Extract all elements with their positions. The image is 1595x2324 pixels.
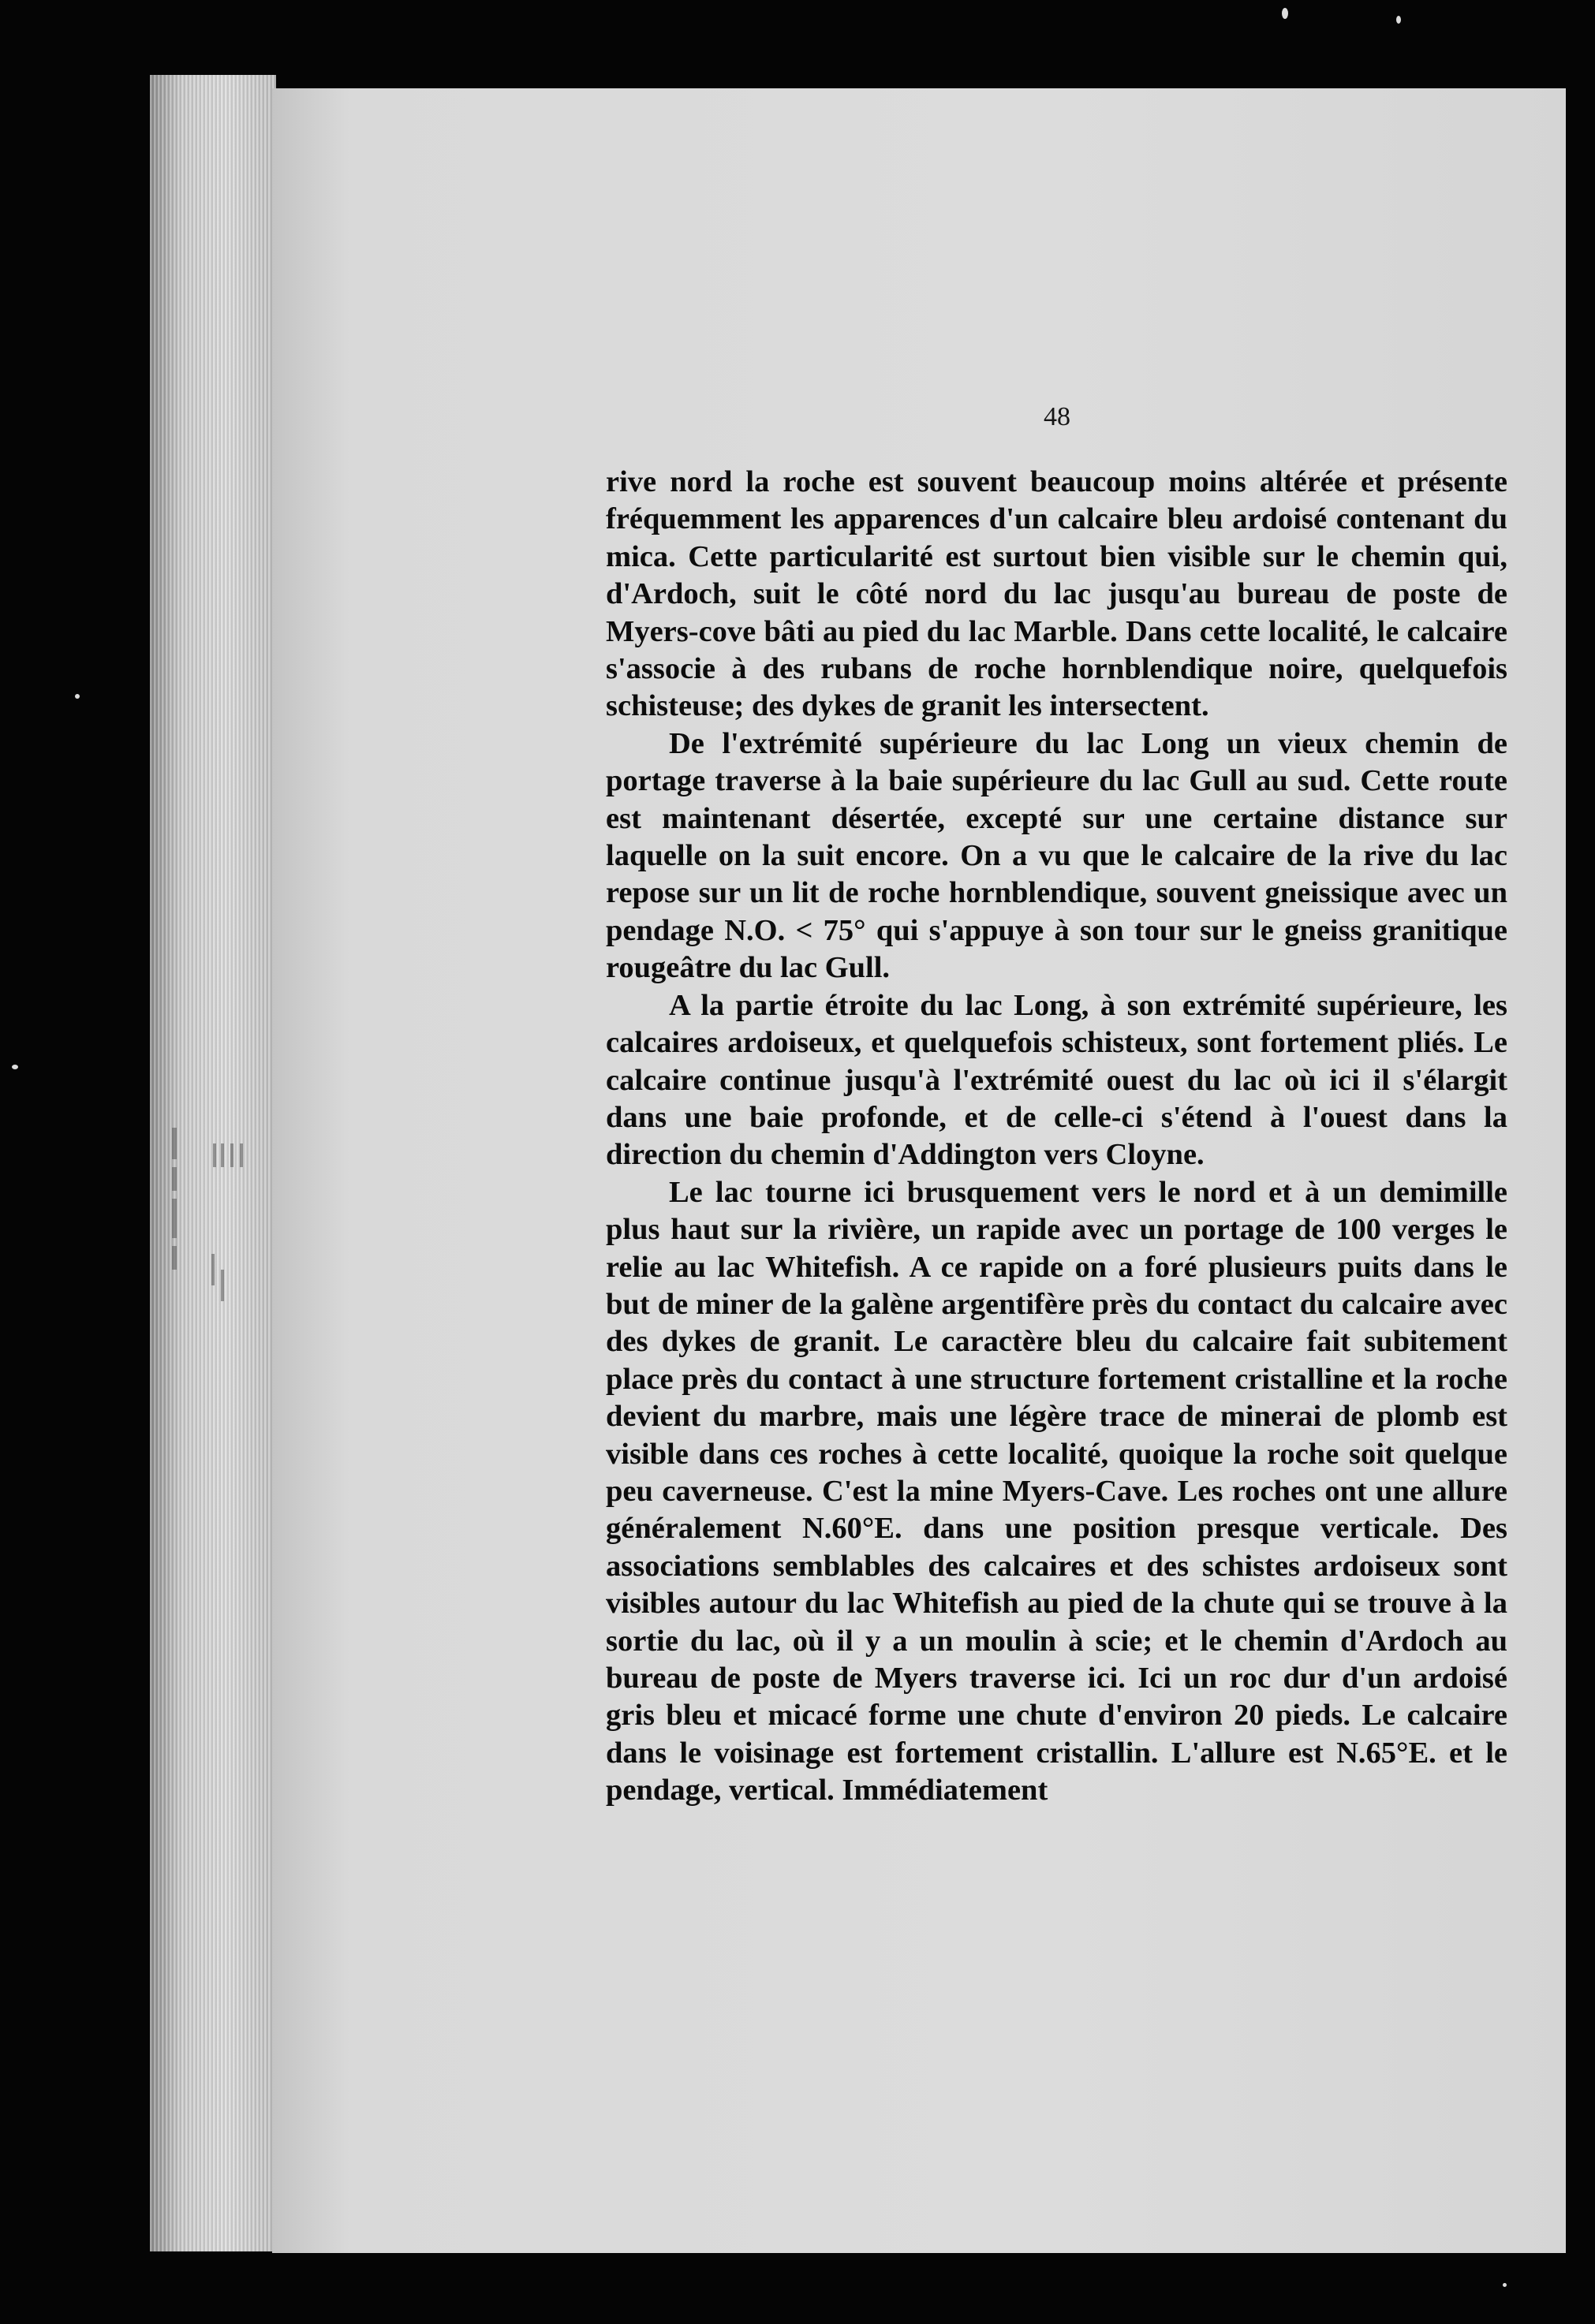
paragraph-2: De l'extrémité supérieure du lac Long un vieux chemin de portage traverse à la baie supérieure du lac Gull au sud. Cette route est maintenant désertée, excepté sur une certaine distance sur laquelle on la suit encore. On a vu que le calcaire de la rive du lac repose sur un lit de roche hornblendique, souvent gneissique avec un pendage N.O. < 75° qui s'appuye à son tour sur le gneiss granitique rougeâtre du lac Gull. bbox=[606, 726, 1507, 985]
paragraph-1: rive nord la roche est souvent beaucoup moins altérée et présente fréquemment les apparences d'un calcaire bleu ardoisé contenant du mica. Cette particularité est surtout bien visible sur le chemin qui, d'Ardoch, suit le côté nord du lac jusqu'au bureau de poste de Myers-cove bâti au pied du lac Marble. Dans cette localité, le calcaire s'associe à des rubans de roche hornblendique noire, quelquefois schisteuse; des dykes de granit les intersectent. bbox=[606, 465, 1507, 723]
body-text bbox=[606, 464, 1507, 1810]
scan-speck bbox=[1396, 16, 1401, 24]
scan-speck bbox=[1503, 2283, 1507, 2287]
page-number: 48 bbox=[1044, 402, 1070, 431]
paragraph-4: Le lac tourne ici brusquement vers le nord et à un demimille plus haut sur la rivière, un rapide avec un portage de 100 verges le relie au lac Whitefish. A ce rapide on a foré plusieurs puits dans le but de miner de la galène argentifère près du contact du calcaire avec des dykes de granit. Le caractère bleu du calcaire fait subitement place près du contact à une structure fortement cristalline et la roche devient du marbre, mais une légère trace de minerai de plomb est visible dans ces roches à cette localité, quoique la roche soit quelque peu caverneuse. C'est la mine Myers-Cave. Les roches ont une allure généralement N.60°E. dans une position presque verticale. Des associations semblables des calcaires et des schistes ardoiseux sont visibles autour du lac Whitefish au pied de la chute qui se trouve à la sortie du lac, où il y a un moulin à scie; et le chemin d'Ardoch au bureau de poste de Myers traverse ici. Ici un roc dur d'un ardoisé gris bleu et micacé forme une chute d'environ 20 pieds. Le calcaire dans le voisinage est fortement cristallin. L'allure est N.65°E. et le pendage, vertical. Immédiatement bbox=[606, 1175, 1507, 1807]
scan-speck bbox=[75, 694, 80, 699]
scan-speck bbox=[12, 1065, 18, 1069]
scan-speck bbox=[1282, 8, 1288, 19]
paragraph-3: A la partie étroite du lac Long, à son extrémité supérieure, les calcaires ardoiseux, et quelquefois schisteux, sont fortement pliés. Le calcaire continue jusqu'à l'extrémité ouest du lac où ici il s'élargit dans une baie profonde, et de celle-ci s'étend à l'ouest dans la direction du chemin d'Addington vers Cloyne. bbox=[606, 988, 1507, 1172]
